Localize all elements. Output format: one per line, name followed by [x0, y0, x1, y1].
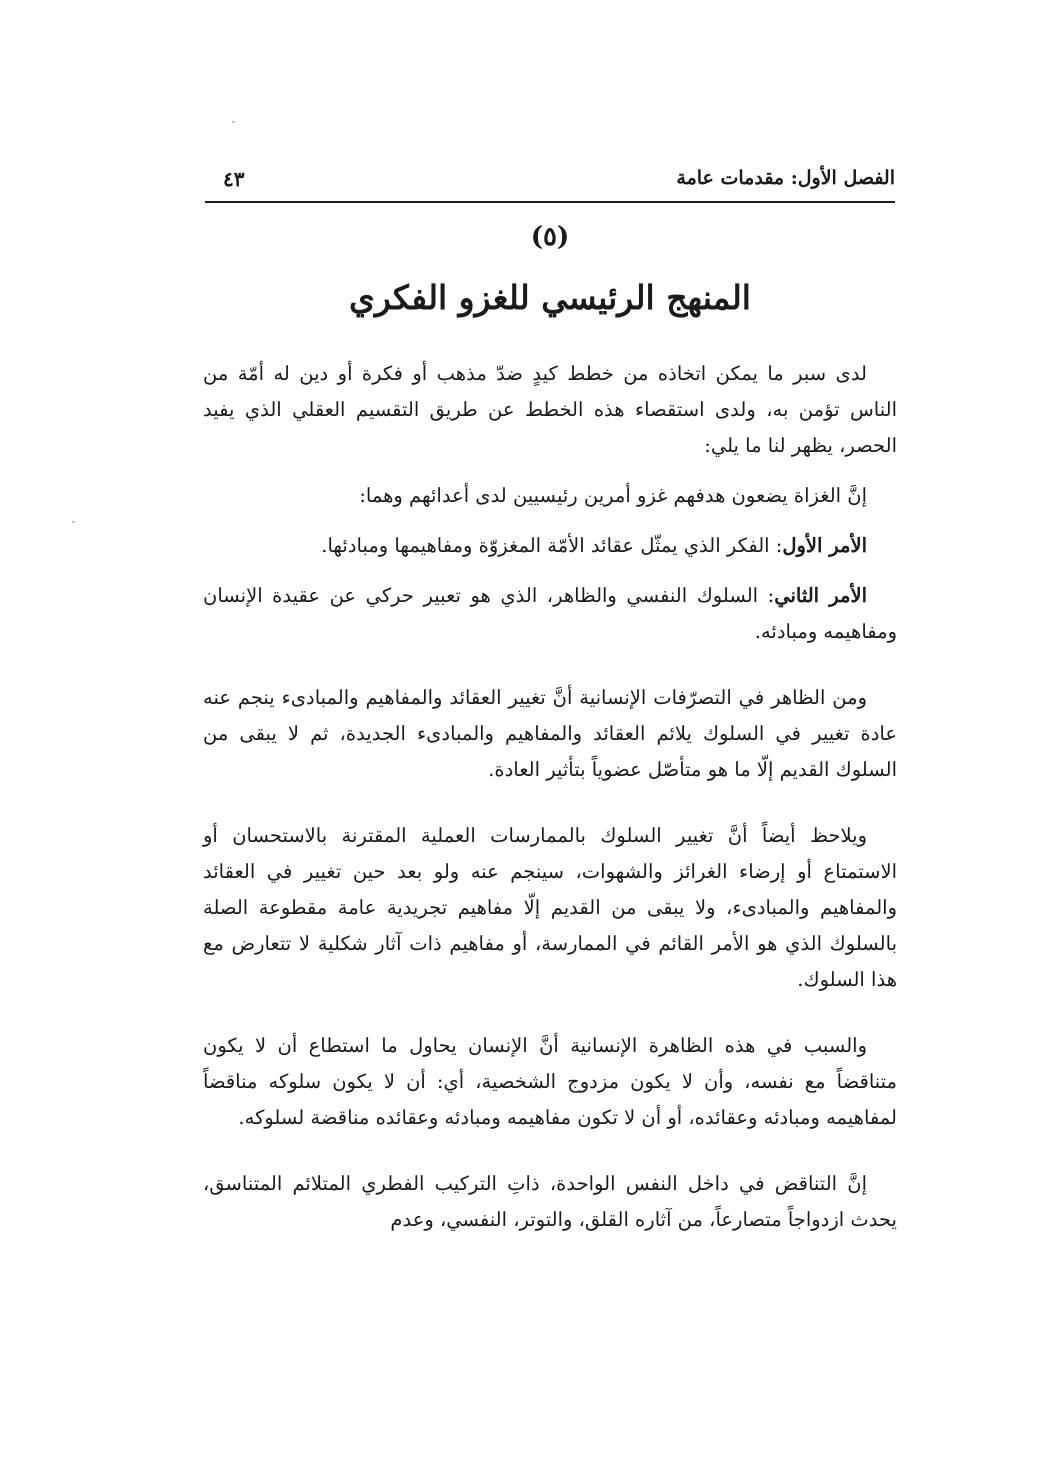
- paragraph: [203, 356, 897, 464]
- section-number: (٥): [530, 222, 570, 252]
- paragraph-lead: الأمر الثاني: [774, 584, 867, 607]
- paragraph-text: إنَّ التناقض في داخل النفس الواحدة، ذاتِ التركيب الفطري المتلائم المتناسق، يحدث ازدواجاً متصارعاً، من آثاره القلق، والتوتر، النفسي، وعدم: [203, 1172, 897, 1231]
- paragraph: [203, 1166, 897, 1238]
- paragraph: [203, 478, 897, 514]
- scan-speck: [72, 521, 75, 523]
- paragraph: [203, 578, 897, 650]
- running-head: الفصل الأول: مقدمات عامة: [676, 167, 895, 189]
- paragraph: [203, 818, 897, 998]
- header-rule: [205, 201, 895, 203]
- paragraph-text: : الفكر الذي يمثّل عقائد الأمّة المغزوّة ومفاهيمها ومبادئها.: [321, 534, 783, 557]
- paragraph: [203, 1028, 897, 1136]
- page-header: [205, 163, 895, 203]
- paragraph-text: والسبب في هذه الظاهرة الإنسانية أنَّ الإنسان يحاول ما استطاع أن لا يكون متناقضاً مع نفسه، وأن لا يكون مزدوج الشخصية، أي: أن لا يكون سلوكه مناقضاً لمفاهيمه ومبادئه وعقائده، أو أن لا تكون مفاهيمه ومبادئه وعقائده مناقضة لسلوكه.: [203, 1034, 897, 1129]
- paragraph: [203, 680, 897, 788]
- body-text: [203, 356, 897, 1238]
- paragraph-text: : السلوك النفسي والظاهر، الذي هو تعبير حركي عن عقيدة الإنسان ومفاهيمه ومبادئه.: [203, 584, 897, 643]
- chapter-title: المنهج الرئيسي للغزو الفكري: [349, 278, 751, 317]
- paragraph-text: لدى سبر ما يمكن اتخاذه من خطط كيدٍ ضدّ مذهب أو فكرة أو دين له أمّة من الناس تؤمن به، ولدى استقصاء هذه الخطط عن طريق التقسيم العقلي الذي يفيد الحصر، يظهر لنا ما يلي:: [203, 362, 897, 457]
- paragraph-lead: الأمر الأول: [782, 534, 867, 557]
- scan-speck: [232, 121, 235, 123]
- page-number: ٤٣: [223, 167, 245, 191]
- paragraph: [203, 528, 897, 564]
- paragraph-text: ويلاحظ أيضاً أنَّ تغيير السلوك بالممارسات العملية المقترنة بالاستحسان أو الاستمتاع أو إرضاء الغرائز والشهوات، سينجم عنه ولو بعد حين تغيير في العقائد والمفاهيم والمبادىء، ولا يبقى من القديم إلّا مفاهيم تجريدية عامة مقطوعة الصلة بالسلوك الذي هو الأمر القائم في الممارسة، أو مفاهيم ذات آثار شكلية لا تتعارض مع هذا السلوك.: [203, 824, 897, 991]
- paragraph-text: إنَّ الغزاة يضعون هدفهم غزو أمرين رئيسيين لدى أعدائهم وهما:: [359, 484, 867, 507]
- paragraph-text: ومن الظاهر في التصرّفات الإنسانية أنَّ تغيير العقائد والمفاهيم والمبادىء ينجم عنه عادة تغيير في السلوك يلائم العقائد والمفاهيم والمبادىء الجديدة، ثم لا يبقى من السلوك القديم إلّا ما هو متأصّل عضوياً بتأثير العادة.: [203, 686, 897, 781]
